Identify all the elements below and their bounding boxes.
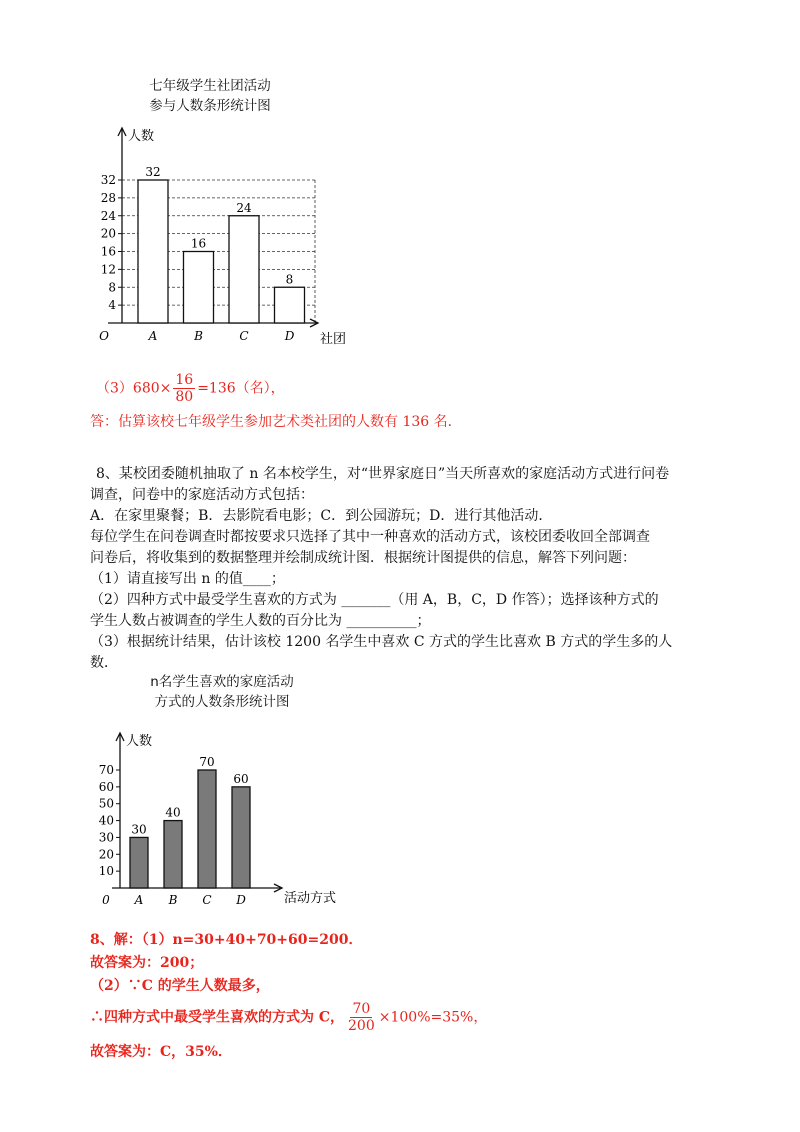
origin-label: O bbox=[99, 329, 109, 343]
bar-value-label: 60 bbox=[233, 771, 249, 786]
x-tick-label: D bbox=[236, 893, 246, 907]
bar-value-label: 32 bbox=[145, 165, 161, 179]
bar-value-label: 30 bbox=[131, 822, 147, 837]
q8-line3: A．在家里聚餐；B．去影院看电影；C．到公园游玩；D．进行其他活动． bbox=[90, 508, 553, 524]
answer-3-frac-num: 16 bbox=[175, 372, 194, 388]
y-tick-label: 20 bbox=[100, 226, 116, 241]
y-tick-label: 24 bbox=[100, 208, 116, 223]
y-tick-label: 30 bbox=[98, 830, 114, 845]
y-tick-label: 60 bbox=[98, 779, 114, 794]
bar-value-label: 16 bbox=[190, 236, 207, 251]
chart2-title-line2: 方式的人数条形统计图 bbox=[154, 694, 290, 710]
y-tick-label: 10 bbox=[98, 864, 114, 879]
y-tick-label: 12 bbox=[100, 262, 116, 277]
y-tick-label: 28 bbox=[100, 190, 116, 205]
solution-fraction bbox=[346, 1001, 377, 1034]
club-participation-bar-chart bbox=[90, 118, 380, 358]
chart1-title bbox=[130, 76, 290, 116]
solution-line4-prefix: ∴四种方式中最受学生喜欢的方式为 C， bbox=[90, 1009, 345, 1026]
q8-line7: （2）四种方式中最受学生喜欢的方式为 _______（用 A，B，C，D 作答）；选择该种方式的 bbox=[90, 592, 659, 608]
answer-3-frac-den: 80 bbox=[175, 389, 194, 405]
x-tick-label: D bbox=[284, 329, 295, 343]
answer-3-prefix: （3）680× bbox=[96, 380, 172, 397]
x-tick-label: B bbox=[194, 329, 203, 343]
bar-value-label: 24 bbox=[236, 200, 252, 215]
q8-line2: 调查，问卷中的家庭活动方式包括： bbox=[90, 487, 314, 503]
q8-line9: （3）根据统计结果，估计该校 1200 名学生中喜欢 C 方式的学生比喜欢 B 方式的学生多的人 bbox=[90, 634, 673, 650]
chart1-title-line1: 七年级学生社团活动 bbox=[149, 78, 271, 94]
x-tick-label: A bbox=[134, 893, 144, 907]
q8-line4: 每位学生在问卷调查时都按要求只选择了其中一种喜欢的活动方式，该校团委收回全部调查 bbox=[90, 529, 650, 545]
y-tick-label: 16 bbox=[100, 244, 116, 259]
q8-line6: （1）请直接写出 n 的值____； bbox=[90, 571, 285, 587]
x-tick-label: A bbox=[148, 329, 158, 343]
solution bbox=[90, 930, 487, 1063]
chart1-title-line2: 参与人数条形统计图 bbox=[149, 98, 271, 114]
q8-line10: 数． bbox=[90, 655, 118, 671]
question-8 bbox=[90, 464, 672, 674]
solution-line4-suffix: ×100%=35%， bbox=[378, 1009, 488, 1026]
y-tick-label: 32 bbox=[100, 173, 116, 187]
q8-line8: 学生人数占被调查的学生人数的百分比为 __________； bbox=[90, 613, 431, 629]
chart2-title-line1: n名学生喜欢的家庭活动 bbox=[150, 674, 294, 690]
x-tick-label: C bbox=[239, 329, 249, 343]
y-tick-label: 20 bbox=[98, 847, 114, 862]
family-activity-bar-chart bbox=[90, 728, 360, 910]
bar bbox=[184, 252, 214, 324]
bar bbox=[232, 787, 250, 888]
x-axis-title: 活动方式 bbox=[284, 891, 337, 906]
y-axis-title: 人数 bbox=[128, 129, 155, 144]
y-axis-title: 人数 bbox=[126, 734, 153, 749]
answer-3-suffix: =136（名）， bbox=[197, 380, 285, 397]
bar-value-label: 8 bbox=[285, 272, 294, 287]
x-tick-label: B bbox=[168, 893, 178, 907]
y-tick-label: 8 bbox=[108, 280, 116, 295]
bar bbox=[198, 770, 216, 888]
solution-frac-num: 70 bbox=[352, 1001, 371, 1017]
answer-3-fraction bbox=[173, 372, 195, 405]
solution-frac-den: 200 bbox=[348, 1018, 375, 1034]
solution-line3: （2）∵C 的学生人数最多， bbox=[90, 978, 270, 994]
y-tick-label: 40 bbox=[98, 813, 114, 828]
bar-value-label: 70 bbox=[199, 755, 215, 769]
y-tick-label: 70 bbox=[98, 763, 114, 777]
solution-line1: 8、解：（1）n=30+40+70+60=200． bbox=[90, 932, 363, 948]
solution-line4 bbox=[90, 1001, 487, 1034]
answer-3-formula bbox=[96, 372, 285, 405]
x-tick-label: C bbox=[202, 893, 212, 907]
origin-label: 0 bbox=[102, 893, 110, 907]
bar bbox=[138, 180, 168, 323]
bar bbox=[275, 287, 305, 323]
bar-value-label: 40 bbox=[165, 805, 181, 820]
answer-3-conclusion: 答：估算该校七年级学生参加艺术类社团的人数有 136 名． bbox=[90, 414, 462, 430]
q8-line5: 问卷后，将收集到的数据整理并绘制成统计图．根据统计图提供的信息，解答下列问题： bbox=[90, 550, 636, 566]
solution-line5: 故答案为：C，35%． bbox=[90, 1044, 232, 1060]
chart2-title bbox=[132, 672, 312, 712]
solution-line2: 故答案为：200； bbox=[90, 955, 204, 971]
bar bbox=[164, 821, 182, 888]
bar bbox=[130, 837, 148, 888]
bar bbox=[229, 216, 259, 323]
y-tick-label: 50 bbox=[98, 796, 114, 811]
y-tick-label: 4 bbox=[108, 298, 116, 313]
q8-line1: 8、某校团委随机抽取了 n 名本校学生，对“世界家庭日”当天所喜欢的家庭活动方式进行问卷 bbox=[96, 466, 670, 482]
x-axis-title: 社团 bbox=[320, 332, 347, 347]
